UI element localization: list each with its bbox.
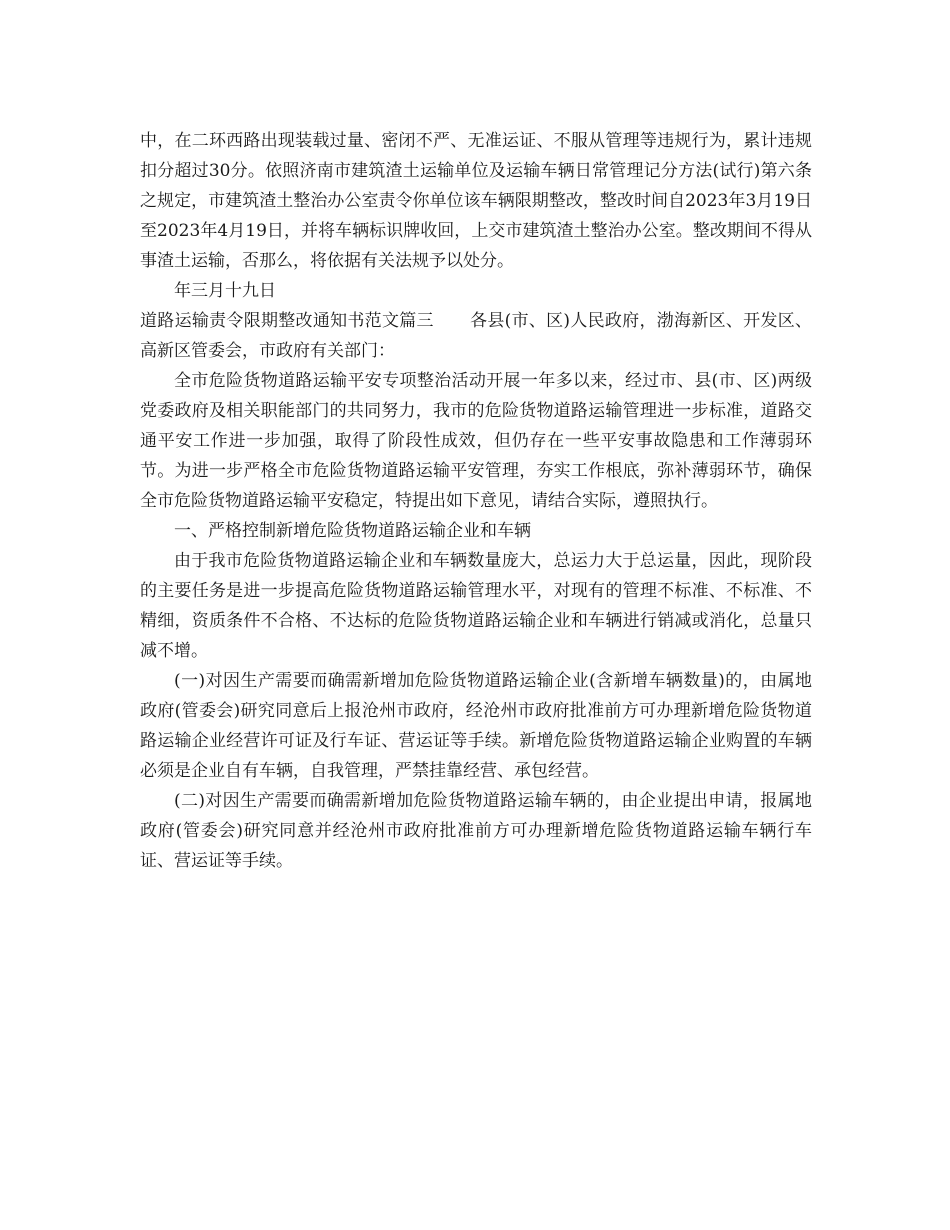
document-page: [140, 126, 812, 876]
paragraph-date: 年三月十九日: [174, 281, 276, 301]
paragraph-item-2: (二)对因生产需要而确需新增加危险货物道路运输车辆的，由企业提出申请，报属地政府(管委会)研究同意并经沧州市政府批准前方可办理新增危险货物道路运输车辆行车证、营运证等手续。: [140, 791, 812, 871]
section-title: 道路运输责令限期整改通知书范文篇三: [140, 311, 434, 331]
paragraph-item-1: (一)对因生产需要而确需新增加危险货物道路运输企业(含新增车辆数量)的，由属地政府(管委会)研究同意后上报沧州市政府，经沧州市政府批准前方可办理新增危险货物道路运输企业经营许可证及行车证、营运证等手续。新增危险货物道路运输企业购置的车辆必须是企业自有车辆，自我管理，严禁挂靠经营、承包经营。: [140, 671, 812, 781]
paragraph-continuation: 中，在二环西路出现装载过量、密闭不严、无准运证、不服从管理等违规行为，累计违规扣分超过30分。依照济南市建筑渣土运输单位及运输车辆日常管理记分方法(试行)第六条之规定，市建筑渣土整治办公室责令你单位该车辆限期整改，整改时间自2023年3月19日至2023年4月19日，并将车辆标识牌收回，上交市建筑渣土整治办公室。整改期间不得从事渣土运输，否那么，将依据有关法规予以处分。: [140, 131, 812, 271]
paragraph-intro: 全市危险货物道路运输平安专项整治活动开展一年多以来，经过市、县(市、区)两级党委政府及相关职能部门的共同努力，我市的危险货物道路运输管理进一步标准，道路交通平安工作进一步加强，取得了阶段性成效，但仍存在一些平安事故隐患和工作薄弱环节。为进一步严格全市危险货物道路运输平安管理，夯实工作根底，弥补薄弱环节，确保全市危险货物道路运输平安稳定，特提出如下意见，请结合实际，遵照执行。: [140, 371, 812, 511]
paragraph-heading-1: 一、严格控制新增危险货物道路运输企业和车辆: [174, 521, 531, 541]
paragraph-section-title: [140, 306, 812, 366]
addressee-text: 各县(市、区)人民政府，渤海新区、开发区、高新区管委会，市政府有关部门：: [140, 311, 813, 361]
paragraph-body-1: 由于我市危险货物道路运输企业和车辆数量庞大，总运力大于总运量，因此，现阶段的主要任务是进一步提高危险货物道路运输管理水平，对现有的管理不标准、不标准、不精细，资质条件不合格、不达标的危险货物道路运输企业和车辆进行销减或消化，总量只减不增。: [140, 551, 812, 661]
